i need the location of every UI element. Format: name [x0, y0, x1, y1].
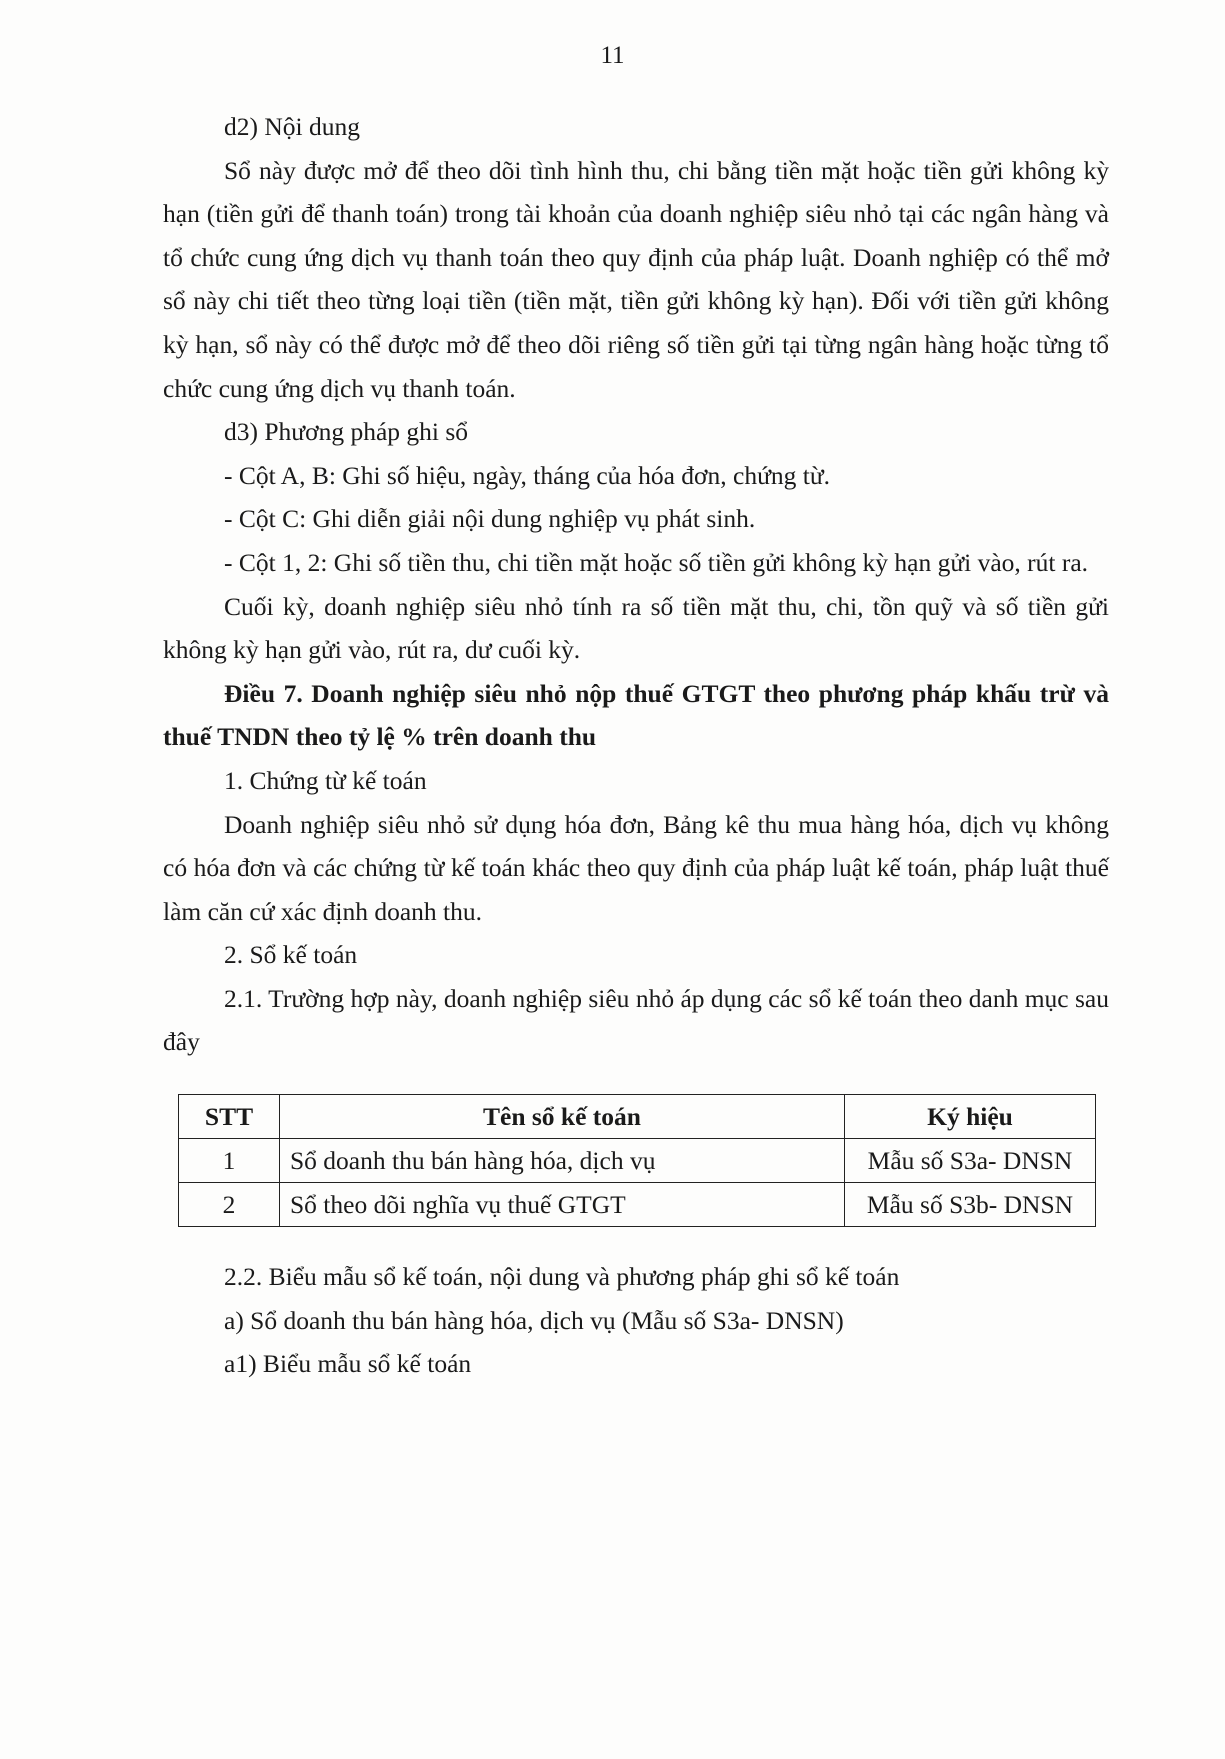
section-2-2-heading: 2.2. Biểu mẫu sổ kế toán, nội dung và phương pháp ghi sổ kế toán [224, 1262, 900, 1292]
d3-item-3: - Cột 1, 2: Ghi số tiền thu, chi tiền mặt hoặc số tiền gửi không kỳ hạn gửi vào, rút ra. [224, 547, 1089, 577]
section-1-paragraph: Doanh nghiệp siêu nhỏ sử dụng hóa đơn, Bảng kê thu mua hàng hóa, dịch vụ không có hóa đơn và các chứng từ kế toán khác theo quy định của pháp luật kế toán, pháp luật thuế làm căn cứ xác định doanh thu. [163, 809, 1109, 926]
d3-closing-paragraph: Cuối kỳ, doanh nghiệp siêu nhỏ tính ra số tiền mặt thu, chi, tồn quỹ và số tiền gửi không kỳ hạn gửi vào, rút ra, dư cuối kỳ. [163, 591, 1109, 665]
header-ledger-name: Tên sổ kế toán [280, 1095, 845, 1139]
d2-paragraph: Sổ này được mở để theo dõi tình hình thu, chi bằng tiền mặt hoặc tiền gửi không kỳ hạn (tiền gửi để thanh toán) trong tài khoản của doanh nghiệp siêu nhỏ tại các ngân hàng và tổ chức cung ứng dịch vụ thanh toán theo quy định của pháp luật. Doanh nghiệp có thể mở sổ này chi tiết theo từng loại tiền (tiền mặt, tiền gửi không kỳ hạn). Đối với tiền gửi không kỳ hạn, sổ này có thể được mở để theo dõi riêng số tiền gửi tại từng ngân hàng hoặc từng tổ chức cung ứng dịch vụ thanh toán. [163, 155, 1109, 403]
table-row [179, 1183, 1096, 1227]
ledger-list-table-wrapper [178, 1094, 1096, 1227]
cell-ledger-name: Sổ theo dõi nghĩa vụ thuế GTGT [280, 1183, 845, 1227]
header-symbol: Ký hiệu [845, 1095, 1096, 1139]
section-2-1-paragraph: 2.1. Trường hợp này, doanh nghiệp siêu nhỏ áp dụng các sổ kế toán theo danh mục sau đây [163, 983, 1109, 1057]
document-body [163, 105, 1109, 1386]
item-a1-heading: a1) Biểu mẫu sổ kế toán [224, 1349, 472, 1379]
header-stt: STT [179, 1095, 280, 1139]
d3-item-2: - Cột C: Ghi diễn giải nội dung nghiệp vụ phát sinh. [224, 504, 756, 534]
cell-stt: 1 [179, 1139, 280, 1183]
cell-symbol: Mẫu số S3b- DNSN [845, 1183, 1096, 1227]
table-header-row [179, 1095, 1096, 1139]
section-2-heading: 2. Sổ kế toán [224, 940, 358, 970]
cell-ledger-name: Sổ doanh thu bán hàng hóa, dịch vụ [280, 1139, 845, 1183]
d2-heading: d2) Nội dung [224, 112, 360, 141]
ledger-list-table [178, 1094, 1096, 1227]
cell-symbol: Mẫu số S3a- DNSN [845, 1139, 1096, 1183]
table-row [179, 1139, 1096, 1183]
page-number: 11 [600, 42, 625, 69]
d3-heading: d3) Phương pháp ghi sổ [224, 417, 469, 447]
section-1-heading: 1. Chứng từ kế toán [224, 765, 427, 795]
d3-item-1: - Cột A, B: Ghi số hiệu, ngày, tháng của hóa đơn, chứng từ. [224, 460, 831, 490]
item-a-heading: a) Sổ doanh thu bán hàng hóa, dịch vụ (Mẫu số S3a- DNSN) [224, 1305, 844, 1335]
cell-stt: 2 [179, 1183, 280, 1227]
article-7-heading: Điều 7. Doanh nghiệp siêu nhỏ nộp thuế GTGT theo phương pháp khấu trừ và thuế TNDN theo tỷ lệ % trên doanh thu [163, 678, 1109, 752]
